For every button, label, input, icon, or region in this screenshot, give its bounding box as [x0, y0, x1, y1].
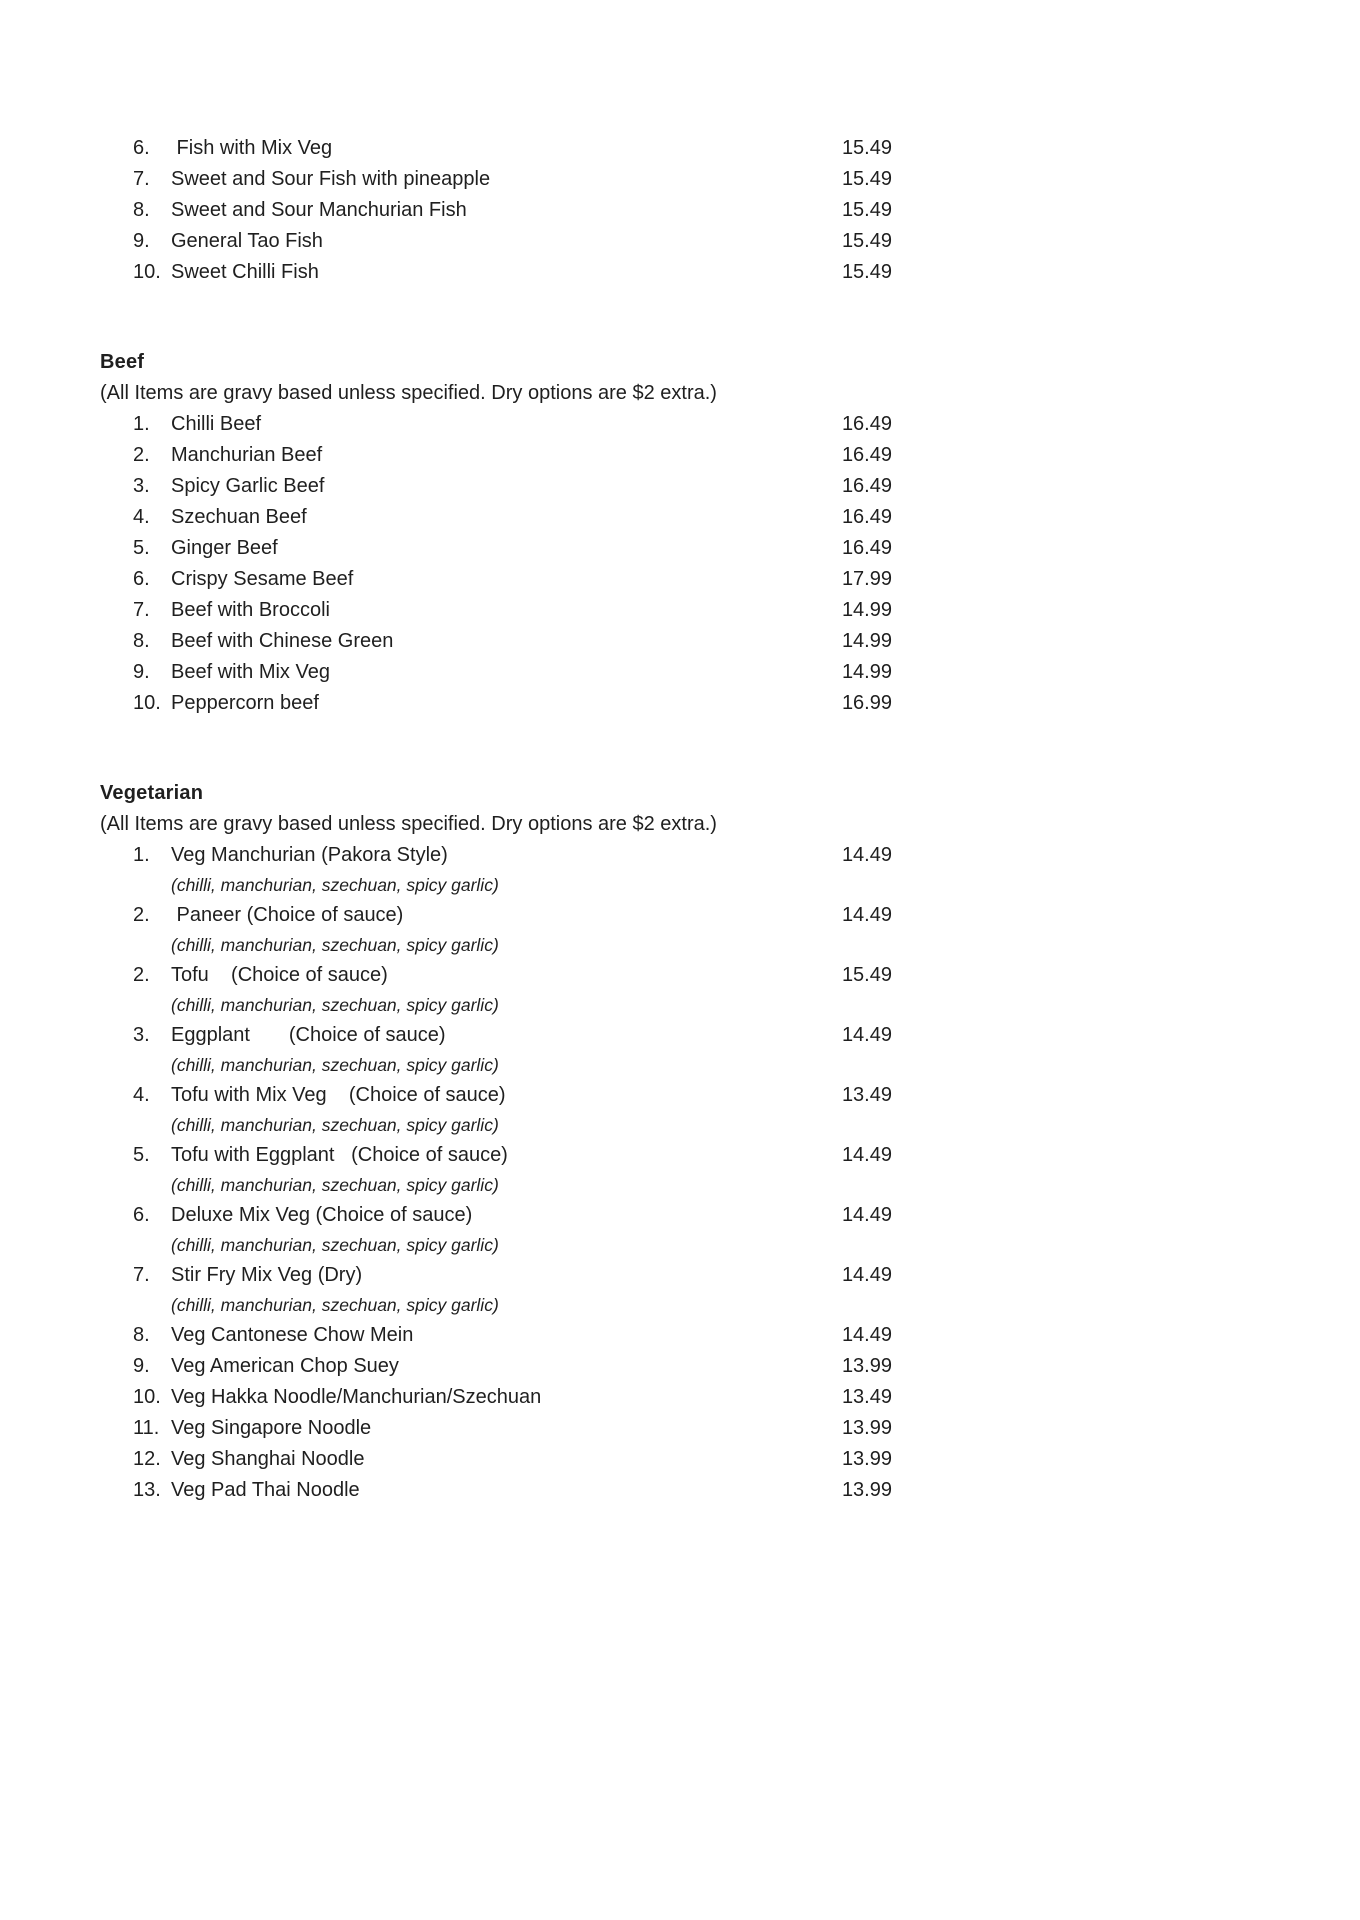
- menu-item-number: 7.: [133, 1264, 150, 1286]
- menu-item-label: Beef with Mix Veg: [171, 661, 330, 683]
- menu-item-price: 14.49: [841, 1324, 892, 1346]
- menu-content: [100, 133, 892, 1506]
- menu-item-price: 13.99: [841, 1479, 892, 1501]
- menu-item-number: 2.: [133, 964, 150, 986]
- menu-item-price: 15.49: [841, 261, 892, 283]
- menu-item-row: [133, 1475, 892, 1506]
- menu-item-price: 16.49: [841, 537, 892, 559]
- menu-item-price: 15.49: [841, 199, 892, 221]
- menu-item-label: Eggplant (Choice of sauce): [171, 1024, 446, 1046]
- menu-item-label: Stir Fry Mix Veg (Dry): [171, 1264, 363, 1286]
- menu-item-number: 9.: [133, 661, 150, 683]
- menu-item-number: 9.: [133, 1355, 150, 1377]
- menu-item-row: [133, 502, 892, 533]
- menu-item-price: 15.49: [841, 137, 892, 159]
- menu-item-number: 8.: [133, 630, 150, 652]
- menu-item-number: 9.: [133, 230, 150, 252]
- menu-item-number: 6.: [133, 1204, 150, 1226]
- menu-item-label: Veg Cantonese Chow Mein: [171, 1324, 414, 1346]
- menu-item-number: 4.: [133, 1084, 150, 1106]
- menu-item-sauce-options: (chilli, manchurian, szechuan, spicy garlic): [171, 1175, 499, 1195]
- menu-item-number: 7.: [133, 168, 150, 190]
- menu-item-row: [133, 440, 892, 471]
- menu-item-sauce-options: (chilli, manchurian, szechuan, spicy garlic): [171, 1115, 499, 1135]
- menu-item-price: 14.99: [841, 630, 892, 652]
- menu-item-row: [133, 1413, 892, 1444]
- menu-item-row: [133, 195, 892, 226]
- menu-item-label: Tofu (Choice of sauce): [171, 964, 388, 986]
- menu-item-price: 13.99: [841, 1355, 892, 1377]
- menu-item-number: 6.: [133, 137, 150, 159]
- menu-item-price: 16.99: [841, 692, 892, 714]
- section-note: (All Items are gravy based unless specified. Dry options are $2 extra.): [100, 813, 717, 835]
- menu-item-row: [133, 564, 892, 595]
- menu-item-number: 10.: [133, 692, 161, 714]
- menu-item-label: Szechuan Beef: [171, 506, 307, 528]
- menu-item-row: [133, 1444, 892, 1475]
- menu-item-number: 8.: [133, 199, 150, 221]
- menu-item-label: Veg Hakka Noodle/Manchurian/Szechuan: [171, 1386, 542, 1408]
- menu-item-row: [133, 533, 892, 564]
- menu-item-label: Peppercorn beef: [171, 692, 319, 714]
- menu-item-sauce-options: (chilli, manchurian, szechuan, spicy garlic): [171, 995, 499, 1015]
- menu-item-price: 13.99: [841, 1448, 892, 1470]
- menu-section: [100, 778, 892, 1506]
- menu-item-number: 10.: [133, 1386, 161, 1408]
- menu-item-label: Veg Manchurian (Pakora Style): [171, 844, 448, 866]
- menu-item-price: 15.49: [841, 964, 892, 986]
- menu-item-label: Crispy Sesame Beef: [171, 568, 354, 590]
- menu-item-row: [133, 133, 892, 164]
- menu-item-number: 3.: [133, 1024, 150, 1046]
- menu-item-row: [133, 226, 892, 257]
- menu-item-label: Tofu with Eggplant (Choice of sauce): [171, 1144, 508, 1166]
- menu-item-number: 6.: [133, 568, 150, 590]
- menu-item-price: 16.49: [841, 506, 892, 528]
- menu-item-row: [133, 471, 892, 502]
- menu-item-label: Beef with Chinese Green: [171, 630, 394, 652]
- menu-item-row: [133, 626, 892, 657]
- menu-item-price: 13.49: [841, 1084, 892, 1106]
- menu-item-price: 14.99: [841, 661, 892, 683]
- menu-item-row: [133, 595, 892, 626]
- menu-item-sauce-options: (chilli, manchurian, szechuan, spicy garlic): [171, 1295, 499, 1315]
- menu-item-row: [133, 1080, 892, 1111]
- menu-item-price: 14.49: [841, 1204, 892, 1226]
- menu-item-row: [133, 1200, 892, 1231]
- menu-section: [100, 347, 892, 719]
- menu-item-price: 13.99: [841, 1417, 892, 1439]
- menu-item-number: 10.: [133, 261, 161, 283]
- menu-item-price: 14.49: [841, 1144, 892, 1166]
- menu-item-price: 14.49: [841, 844, 892, 866]
- menu-item-sauce-options: (chilli, manchurian, szechuan, spicy garlic): [171, 935, 499, 955]
- menu-item-price: 13.49: [841, 1386, 892, 1408]
- menu-item-label: Veg American Chop Suey: [171, 1355, 399, 1377]
- menu-item-label: Tofu with Mix Veg (Choice of sauce): [171, 1084, 506, 1106]
- menu-item-number: 1.: [133, 844, 150, 866]
- menu-item-price: 14.49: [841, 904, 892, 926]
- menu-item-price: 16.49: [841, 475, 892, 497]
- menu-item-label: Fish with Mix Veg: [171, 137, 333, 159]
- menu-item-price: 15.49: [841, 168, 892, 190]
- menu-item-number: 13.: [133, 1479, 161, 1501]
- menu-item-number: 8.: [133, 1324, 150, 1346]
- section-note: (All Items are gravy based unless specified. Dry options are $2 extra.): [100, 382, 717, 404]
- menu-item-number: 12.: [133, 1448, 161, 1470]
- menu-item-price: 16.49: [841, 444, 892, 466]
- section-title: Beef: [100, 351, 145, 373]
- menu-item-row: [133, 840, 892, 871]
- menu-item-row: [133, 900, 892, 931]
- menu-item-sauce-options: (chilli, manchurian, szechuan, spicy garlic): [171, 1235, 499, 1255]
- menu-item-label: Sweet and Sour Fish with pineapple: [171, 168, 491, 190]
- menu-item-row: [133, 1351, 892, 1382]
- menu-item-sauce-options: (chilli, manchurian, szechuan, spicy garlic): [171, 875, 499, 895]
- menu-item-number: 1.: [133, 413, 150, 435]
- menu-item-number: 11.: [133, 1417, 160, 1439]
- menu-item-number: 5.: [133, 1144, 150, 1166]
- menu-item-price: 15.49: [841, 230, 892, 252]
- section-title: Vegetarian: [100, 782, 204, 804]
- menu-item-row: [133, 409, 892, 440]
- menu-item-price: 16.49: [841, 413, 892, 435]
- menu-item-row: [133, 1382, 892, 1413]
- menu-item-sauce-options: (chilli, manchurian, szechuan, spicy garlic): [171, 1055, 499, 1075]
- menu-item-number: 3.: [133, 475, 150, 497]
- menu-item-number: 5.: [133, 537, 150, 559]
- menu-item-row: [133, 960, 892, 991]
- menu-item-label: General Tao Fish: [171, 230, 323, 252]
- menu-item-number: 7.: [133, 599, 150, 621]
- menu-section: [100, 133, 892, 288]
- menu-item-label: Deluxe Mix Veg (Choice of sauce): [171, 1204, 473, 1226]
- menu-item-price: 14.99: [841, 599, 892, 621]
- menu-item-row: [133, 164, 892, 195]
- section-spacer: [100, 749, 892, 778]
- menu-item-row: [133, 1260, 892, 1291]
- menu-item-label: Beef with Broccoli: [171, 599, 330, 621]
- menu-item-label: Manchurian Beef: [171, 444, 323, 466]
- menu-item-label: Sweet Chilli Fish: [171, 261, 319, 283]
- menu-item-number: 2.: [133, 444, 150, 466]
- menu-item-price: 17.99: [841, 568, 892, 590]
- menu-item-label: Paneer (Choice of sauce): [171, 904, 404, 926]
- menu-item-price: 14.49: [841, 1024, 892, 1046]
- menu-item-label: Spicy Garlic Beef: [171, 475, 325, 497]
- menu-item-label: Veg Shanghai Noodle: [171, 1448, 365, 1470]
- menu-item-label: Ginger Beef: [171, 537, 278, 559]
- menu-item-row: [133, 1140, 892, 1171]
- menu-item-row: [133, 257, 892, 288]
- menu-item-row: [133, 1320, 892, 1351]
- menu-item-row: [133, 688, 892, 719]
- menu-item-label: Sweet and Sour Manchurian Fish: [171, 199, 467, 221]
- menu-item-row: [133, 1020, 892, 1051]
- menu-item-label: Veg Pad Thai Noodle: [171, 1479, 360, 1501]
- menu-item-price: 14.49: [841, 1264, 892, 1286]
- menu-item-label: Chilli Beef: [171, 413, 262, 435]
- menu-item-number: 2.: [133, 904, 150, 926]
- menu-item-row: [133, 657, 892, 688]
- menu-item-number: 4.: [133, 506, 150, 528]
- menu-item-label: Veg Singapore Noodle: [171, 1417, 372, 1439]
- section-spacer: [100, 318, 892, 347]
